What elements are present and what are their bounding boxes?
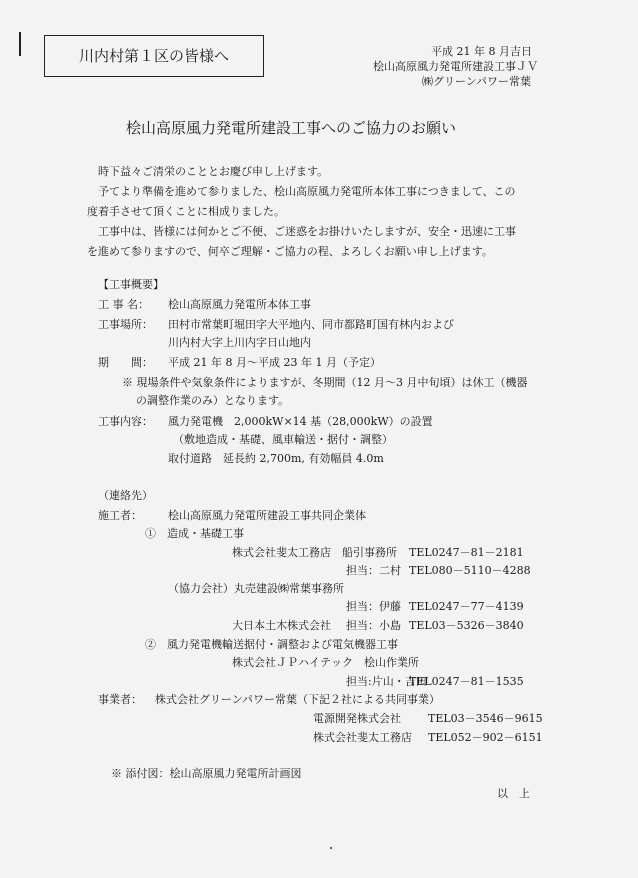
partner-person: 担当：伊藤 (346, 600, 401, 613)
document-title: 桧山高原風力発電所建設工事へのご協力のお願い (126, 119, 457, 137)
project-name-value: 桧山高原風力発電所本体工事 (168, 298, 311, 311)
project-place-label: 工事場所： (98, 318, 153, 331)
operator-2-tel: TEL052－902－6151 (428, 731, 543, 744)
period-note-line-1: ※ 現場条件や気象条件によりますが、冬期間（12 月～3 月中旬頃）は休工（機器 (122, 376, 528, 389)
closing-mark: 以 上 (497, 787, 530, 800)
scan-speck (330, 847, 332, 849)
dainippon-tel: TEL03－5326－3840 (409, 619, 524, 632)
section-1-company: 株式会社斐太工務店 船引事務所 (232, 546, 397, 559)
operator-value: 株式会社グリーンパワー常葉（下記２社による共同事業） (155, 693, 441, 706)
period-note-line-2: の調整作業のみ）となります。 (136, 394, 290, 407)
section-2-person: 担当:片山・吉田 (346, 675, 427, 688)
project-content-value-3: 取付道路 延長約 2,700m, 有効幅員 4.0m (168, 452, 384, 465)
body-paragraph-2-line-2: 度着手させて頂くことに相成りました。 (87, 205, 285, 218)
section-1-person-tel: TEL080－5110－4288 (409, 564, 531, 577)
partner-company: （協力会社）丸売建設㈱常葉事務所 (168, 582, 344, 595)
project-content-value-2: （敷地造成・基礎、風車輸送・据付・調整） (173, 433, 393, 446)
operator-2-name: 株式会社斐太工務店 (313, 731, 412, 744)
overview-heading: 【工事概要】 (98, 278, 164, 291)
section-1-person: 担当：二村 (346, 564, 401, 577)
operator-1-tel: TEL03－3546－9615 (428, 712, 543, 725)
section-2-tel: TEL0247－81－1535 (409, 675, 524, 688)
dainippon-person: 担当：小島 (346, 619, 401, 632)
operator-1-name: 電源開発株式会社 (313, 712, 401, 725)
contractor-value: 桧山高原風力発電所建設工事共同企業体 (168, 509, 366, 522)
attachment-note: ※ 添付図：桧山高原風力発電所計画図 (111, 767, 302, 780)
contacts-heading: （連絡先） (98, 489, 153, 502)
section-2-company: 株式会社ＪＰハイテック 桧山作業所 (232, 656, 419, 669)
partner-tel: TEL0247－77－4139 (409, 600, 524, 613)
issue-date: 平成 21 年 8 月吉日 (431, 45, 532, 58)
dainippon-company: 大日本土木株式会社 (232, 619, 331, 632)
operator-label: 事業者： (98, 693, 142, 706)
body-paragraph-2-line-1: 予てより準備を進めて参りました、桧山高原風力発電所本体工事につきまして、この (98, 185, 516, 198)
project-place-value-2: 川内村大字上川内字日山地内 (168, 336, 311, 349)
section-1-tel: TEL0247－81－2181 (409, 546, 524, 559)
addressee-box: 川内村第１区の皆様へ (44, 35, 264, 77)
section-1-title: ① 造成・基礎工事 (145, 527, 244, 540)
project-period-label: 期 間： (98, 356, 153, 369)
scan-mark (19, 32, 21, 56)
body-paragraph-3-line-2: を進めて参りますので、何卒ご理解・ご協力の程、よろしくお願い申し上げます。 (87, 245, 493, 258)
project-place-value-1: 田村市常葉町堀田字大平地内、同市都路町国有林内および (168, 318, 454, 331)
project-content-value-1: 風力発電機 2,000kW×14 基（28,000kW）の設置 (168, 415, 433, 428)
project-name-label: 工 事 名： (98, 298, 149, 311)
project-content-label: 工事内容： (98, 415, 153, 428)
sender-jv: 桧山高原風力発電所建設工事ＪＶ (373, 60, 538, 73)
contractor-label: 施工者： (98, 509, 142, 522)
body-paragraph-1: 時下益々ご清栄のこととお慶び申し上げます。 (98, 165, 329, 178)
section-2-title: ② 風力発電機輸送据付・調整および電気機器工事 (145, 638, 398, 651)
sender-company: ㈱グリーンパワー常葉 (422, 75, 532, 88)
project-period-value: 平成 21 年 8 月～平成 23 年 1 月（予定） (168, 356, 381, 369)
body-paragraph-3-line-1: 工事中は、皆様には何かとご不便、ご迷惑をお掛けいたしますが、安全・迅速に工事 (98, 225, 516, 238)
